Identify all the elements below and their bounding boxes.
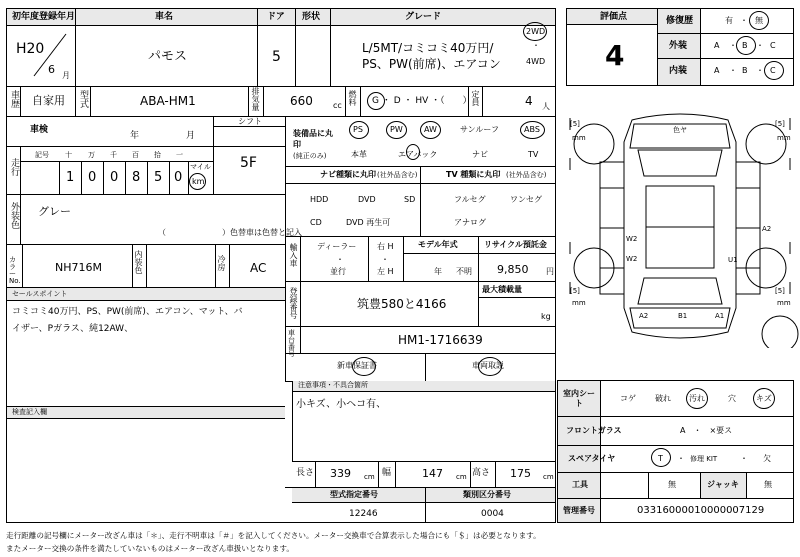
- windshield-value: A ・ ×要ス: [680, 426, 733, 435]
- model-value: ABA-HM1: [140, 94, 196, 108]
- equip-navi: ナビ: [472, 150, 488, 159]
- class-no-label: 類別区分番号: [463, 490, 511, 499]
- ac-value: AC: [250, 261, 267, 275]
- drive-2wd: 2WD: [526, 27, 546, 36]
- import-dealer: ディーラー: [317, 242, 357, 251]
- notes-text: 小キズ、小ヘコ有、: [296, 399, 387, 410]
- mileage-km: km: [192, 177, 205, 186]
- ext-c: C: [770, 41, 776, 50]
- model-year-year: 年: [434, 267, 442, 276]
- car-windshield: [638, 150, 722, 176]
- new-warranty: 新車保証書: [337, 361, 377, 370]
- color-label: 外装色: [9, 202, 19, 229]
- unit-10m: 十: [65, 151, 72, 159]
- tread-fr-unit: mm: [777, 134, 791, 142]
- jack-value: 無: [764, 480, 772, 489]
- equipment-sublabel: (純正のみ): [293, 152, 327, 160]
- damage-w2-b: W2: [626, 255, 638, 263]
- fuel-label: 燃料: [348, 90, 357, 106]
- digit-3: 0: [110, 170, 119, 185]
- inspection-label: 車検: [30, 125, 49, 135]
- doors-label: ドア: [267, 12, 285, 22]
- windshield-label: フロントガラス: [566, 426, 622, 435]
- inspection-month: 月: [186, 131, 196, 141]
- reg-month-unit: 月: [62, 71, 70, 80]
- unit-10k: 万: [88, 151, 95, 159]
- inside-label: 内装: [669, 66, 688, 76]
- unit-100: 百: [132, 151, 139, 159]
- model-year-label: モデル年式: [418, 240, 458, 249]
- footer-line1: 走行距離の記号欄にメーター改ざん車は「＊」、走行不明車は「＃」を記入してください。メーター交換車で合算表示した場合にも「＄」は必要となります。: [6, 531, 541, 540]
- int-c: C: [770, 66, 776, 75]
- interior-sheet-label: 室内シート: [563, 389, 595, 409]
- tv-fullseg: フルセグ: [454, 195, 486, 204]
- equip-pw: PW: [390, 125, 403, 134]
- spare-label: スペアタイヤ: [568, 454, 616, 463]
- ac-label: 冷房: [217, 255, 226, 271]
- tire-front-left: [574, 124, 614, 164]
- equipment-label: 装備品に丸印: [293, 129, 333, 150]
- import-right: 右 H: [377, 242, 394, 251]
- mgmt-value: 03316000010000007129: [637, 505, 765, 516]
- displacement-unit: cc: [333, 101, 342, 110]
- reg-month: 6: [48, 63, 55, 76]
- spare-sep: ・: [677, 454, 685, 463]
- inspection-year: 年: [130, 131, 140, 141]
- doors-value: 5: [272, 49, 281, 65]
- tread-fl: [5]: [570, 120, 580, 128]
- chassis-value: HM1-1716639: [398, 333, 483, 347]
- unit-1: 一: [176, 151, 183, 159]
- color-value: グレー: [38, 205, 71, 218]
- navi-hdd: HDD: [310, 195, 329, 204]
- tools-value: 無: [668, 480, 676, 489]
- length-label: 長さ: [296, 468, 315, 478]
- equip-tv: TV: [528, 150, 539, 159]
- digit-5: 5: [154, 170, 163, 185]
- sheet-hole: 穴: [728, 394, 736, 403]
- class-no-value: 0004: [481, 509, 504, 519]
- repair-no: 無: [755, 16, 763, 25]
- equip-abs: ABS: [524, 125, 540, 134]
- ext-b: B: [742, 41, 748, 50]
- grade-label: グレード: [405, 12, 442, 22]
- int-b: B: [742, 66, 748, 75]
- damage-a1-rear: A1: [715, 312, 725, 320]
- reg-label: 初年度登録年月: [12, 12, 76, 22]
- int-a: A: [714, 66, 720, 75]
- type-no-label: 型式指定番号: [330, 490, 378, 499]
- sales-line1: コミコミ40万円、PS、PW(前席)、エアコン、マット、バ: [12, 307, 243, 317]
- mileage-label: 走行: [9, 158, 19, 176]
- color-no-value: NH716M: [55, 261, 102, 274]
- usage-label: 車歴: [9, 90, 19, 108]
- inspector-label: 検査記入欄: [12, 408, 47, 416]
- vehicle-manual: 車両取説: [472, 361, 504, 370]
- damage-a2-rear: A2: [639, 312, 649, 320]
- spare-t: T: [658, 454, 663, 463]
- shape-label: 形状: [302, 12, 321, 22]
- registration-value: 筑豊580と4166: [357, 297, 447, 311]
- color-no-label: カラーNo.: [9, 256, 21, 285]
- spare-none: 欠: [763, 454, 771, 463]
- tire-front-right: [746, 124, 786, 164]
- capacity-label: 定員: [471, 90, 480, 106]
- displacement-value: 660: [290, 94, 313, 108]
- recycle-unit: 円: [546, 267, 554, 276]
- capacity-unit: 人: [542, 102, 550, 111]
- sheet-tear: 破れ: [655, 394, 671, 403]
- tread-fl-unit: mm: [572, 134, 586, 142]
- sheet-scratch: キズ: [756, 394, 772, 403]
- mileage-digits-label: 記号: [35, 151, 49, 159]
- height-value: 175: [510, 467, 531, 480]
- notes-label: 注意事項・不具合箇所: [298, 381, 368, 389]
- digit-4: 8: [132, 170, 141, 185]
- width-value: 147: [422, 467, 443, 480]
- displacement-label: 排気量: [251, 87, 260, 111]
- ext-a: A: [714, 41, 720, 50]
- navi-label: ナビ種類に丸印: [320, 170, 376, 179]
- spare-sep2: ・: [740, 454, 748, 463]
- drive-4wd: 4WD: [526, 57, 546, 66]
- import-left: 左 H: [377, 267, 394, 276]
- repair-yes: 有: [725, 16, 733, 25]
- import-label: 輸入車: [289, 243, 298, 267]
- damage-w2-a: W2: [626, 235, 638, 243]
- height-unit: cm: [543, 473, 554, 481]
- unit-10: 拾: [154, 151, 161, 159]
- type-no-value: 12246: [349, 509, 378, 519]
- recycle-label: リサイクル預託金: [484, 240, 547, 249]
- navi-sub: (社外品含む): [377, 171, 418, 179]
- ext-sep1: ・: [729, 41, 737, 50]
- footer-line2: またメーター交換の条件を満たしていないものはメーター改ざん車扱いとなります。: [6, 544, 294, 553]
- navi-dvd-play: DVD 再生可: [346, 218, 391, 227]
- mileage-mile: マイル: [190, 163, 211, 171]
- import-parallel: 並行: [330, 267, 346, 276]
- width-label: 幅: [382, 468, 392, 478]
- model-label: 型式: [78, 90, 88, 108]
- color-note: （ ）色替車は色替と記入: [158, 228, 302, 237]
- tv-analog: アナログ: [454, 218, 486, 227]
- width-unit: cm: [456, 473, 467, 481]
- sales-line2: イザー、Pガラス、純12AW、: [12, 324, 134, 334]
- capacity-value: 4: [525, 94, 533, 108]
- score-label: 評価点: [600, 12, 628, 22]
- damage-hood: 色ヤ: [673, 126, 687, 134]
- digit-1: 1: [66, 170, 75, 185]
- damage-b1-rear: B1: [678, 312, 688, 320]
- ext-sep2: ・: [756, 41, 764, 50]
- navi-dvd: DVD: [358, 195, 376, 204]
- model-year-unknown: 不明: [456, 267, 472, 276]
- exterior-label: 外装: [669, 41, 688, 51]
- navi-cd: CD: [310, 218, 322, 227]
- recycle-value: 9,850: [497, 263, 529, 276]
- tv-label: TV 種類に丸印: [446, 170, 501, 179]
- tread-rr: [5]: [775, 287, 785, 295]
- damage-u1: U1: [728, 256, 738, 264]
- interior-label: 内装色: [134, 250, 143, 274]
- import-sep: ・: [336, 255, 344, 264]
- repair-label: 修復歴: [666, 16, 694, 26]
- max-load-label: 最大積載量: [482, 285, 522, 294]
- equip-airbag: エアバック: [398, 150, 438, 159]
- chassis-label: 車台番号: [288, 329, 295, 358]
- int-sep1: ・: [729, 66, 737, 75]
- height-label: 高さ: [472, 468, 491, 478]
- tv-sub: (社外品含む): [506, 171, 547, 179]
- equip-aw: AW: [424, 125, 437, 134]
- spare-tire: [762, 316, 798, 348]
- length-unit: cm: [364, 473, 375, 481]
- tv-oneseg: ワンセグ: [510, 195, 542, 204]
- registration-label: 登録番号: [289, 287, 298, 319]
- length-value: 339: [330, 467, 351, 480]
- tools-label: 工具: [572, 480, 588, 489]
- navi-sd: SD: [404, 195, 416, 204]
- usage-value: 自家用: [32, 94, 65, 107]
- reg-era: H20: [16, 41, 45, 57]
- shift-value: 5F: [240, 155, 257, 171]
- equip-sunroof: サンルーフ: [460, 125, 499, 134]
- import-sep2: ・: [381, 255, 389, 264]
- equip-ps: PS: [353, 125, 363, 134]
- shift-label: シフト: [238, 117, 262, 126]
- drive-sep: ・: [532, 41, 540, 50]
- tread-rr-unit: mm: [777, 299, 791, 307]
- car-rear-window: [638, 278, 722, 304]
- tread-rl-unit: mm: [572, 299, 586, 307]
- car-name-label: 車名: [155, 12, 174, 22]
- sheet-dirt: 汚れ: [689, 394, 705, 403]
- mgmt-label: 管理番号: [563, 506, 595, 515]
- digit-6: 0: [174, 170, 183, 185]
- unit-1k: 千: [110, 151, 117, 159]
- equip-leather: 本革: [351, 150, 367, 159]
- fuel-options: G ・ D ・ HV ・（ ）: [372, 96, 472, 106]
- int-sep2: ・: [756, 66, 764, 75]
- jack-label: ジャッキ: [707, 480, 739, 489]
- grade-line2: PS、PW(前席)、エアコン: [362, 57, 501, 71]
- car-name-value: パモス: [148, 49, 188, 64]
- sheet-burn: コゲ: [620, 394, 636, 403]
- spare-kit: 修理 KIT: [690, 455, 718, 463]
- digit-2: 0: [88, 170, 97, 185]
- tread-rl: [5]: [570, 287, 580, 295]
- damage-a2-side: A2: [762, 225, 772, 233]
- tread-fr: [5]: [775, 120, 785, 128]
- grade-line1: L/5MT/コミコミ40万円/: [362, 41, 494, 55]
- repair-sep: ・: [740, 16, 748, 25]
- max-load-unit: kg: [541, 312, 551, 321]
- score-value: 4: [605, 39, 625, 72]
- sales-point-label: セールスポイント: [12, 290, 68, 298]
